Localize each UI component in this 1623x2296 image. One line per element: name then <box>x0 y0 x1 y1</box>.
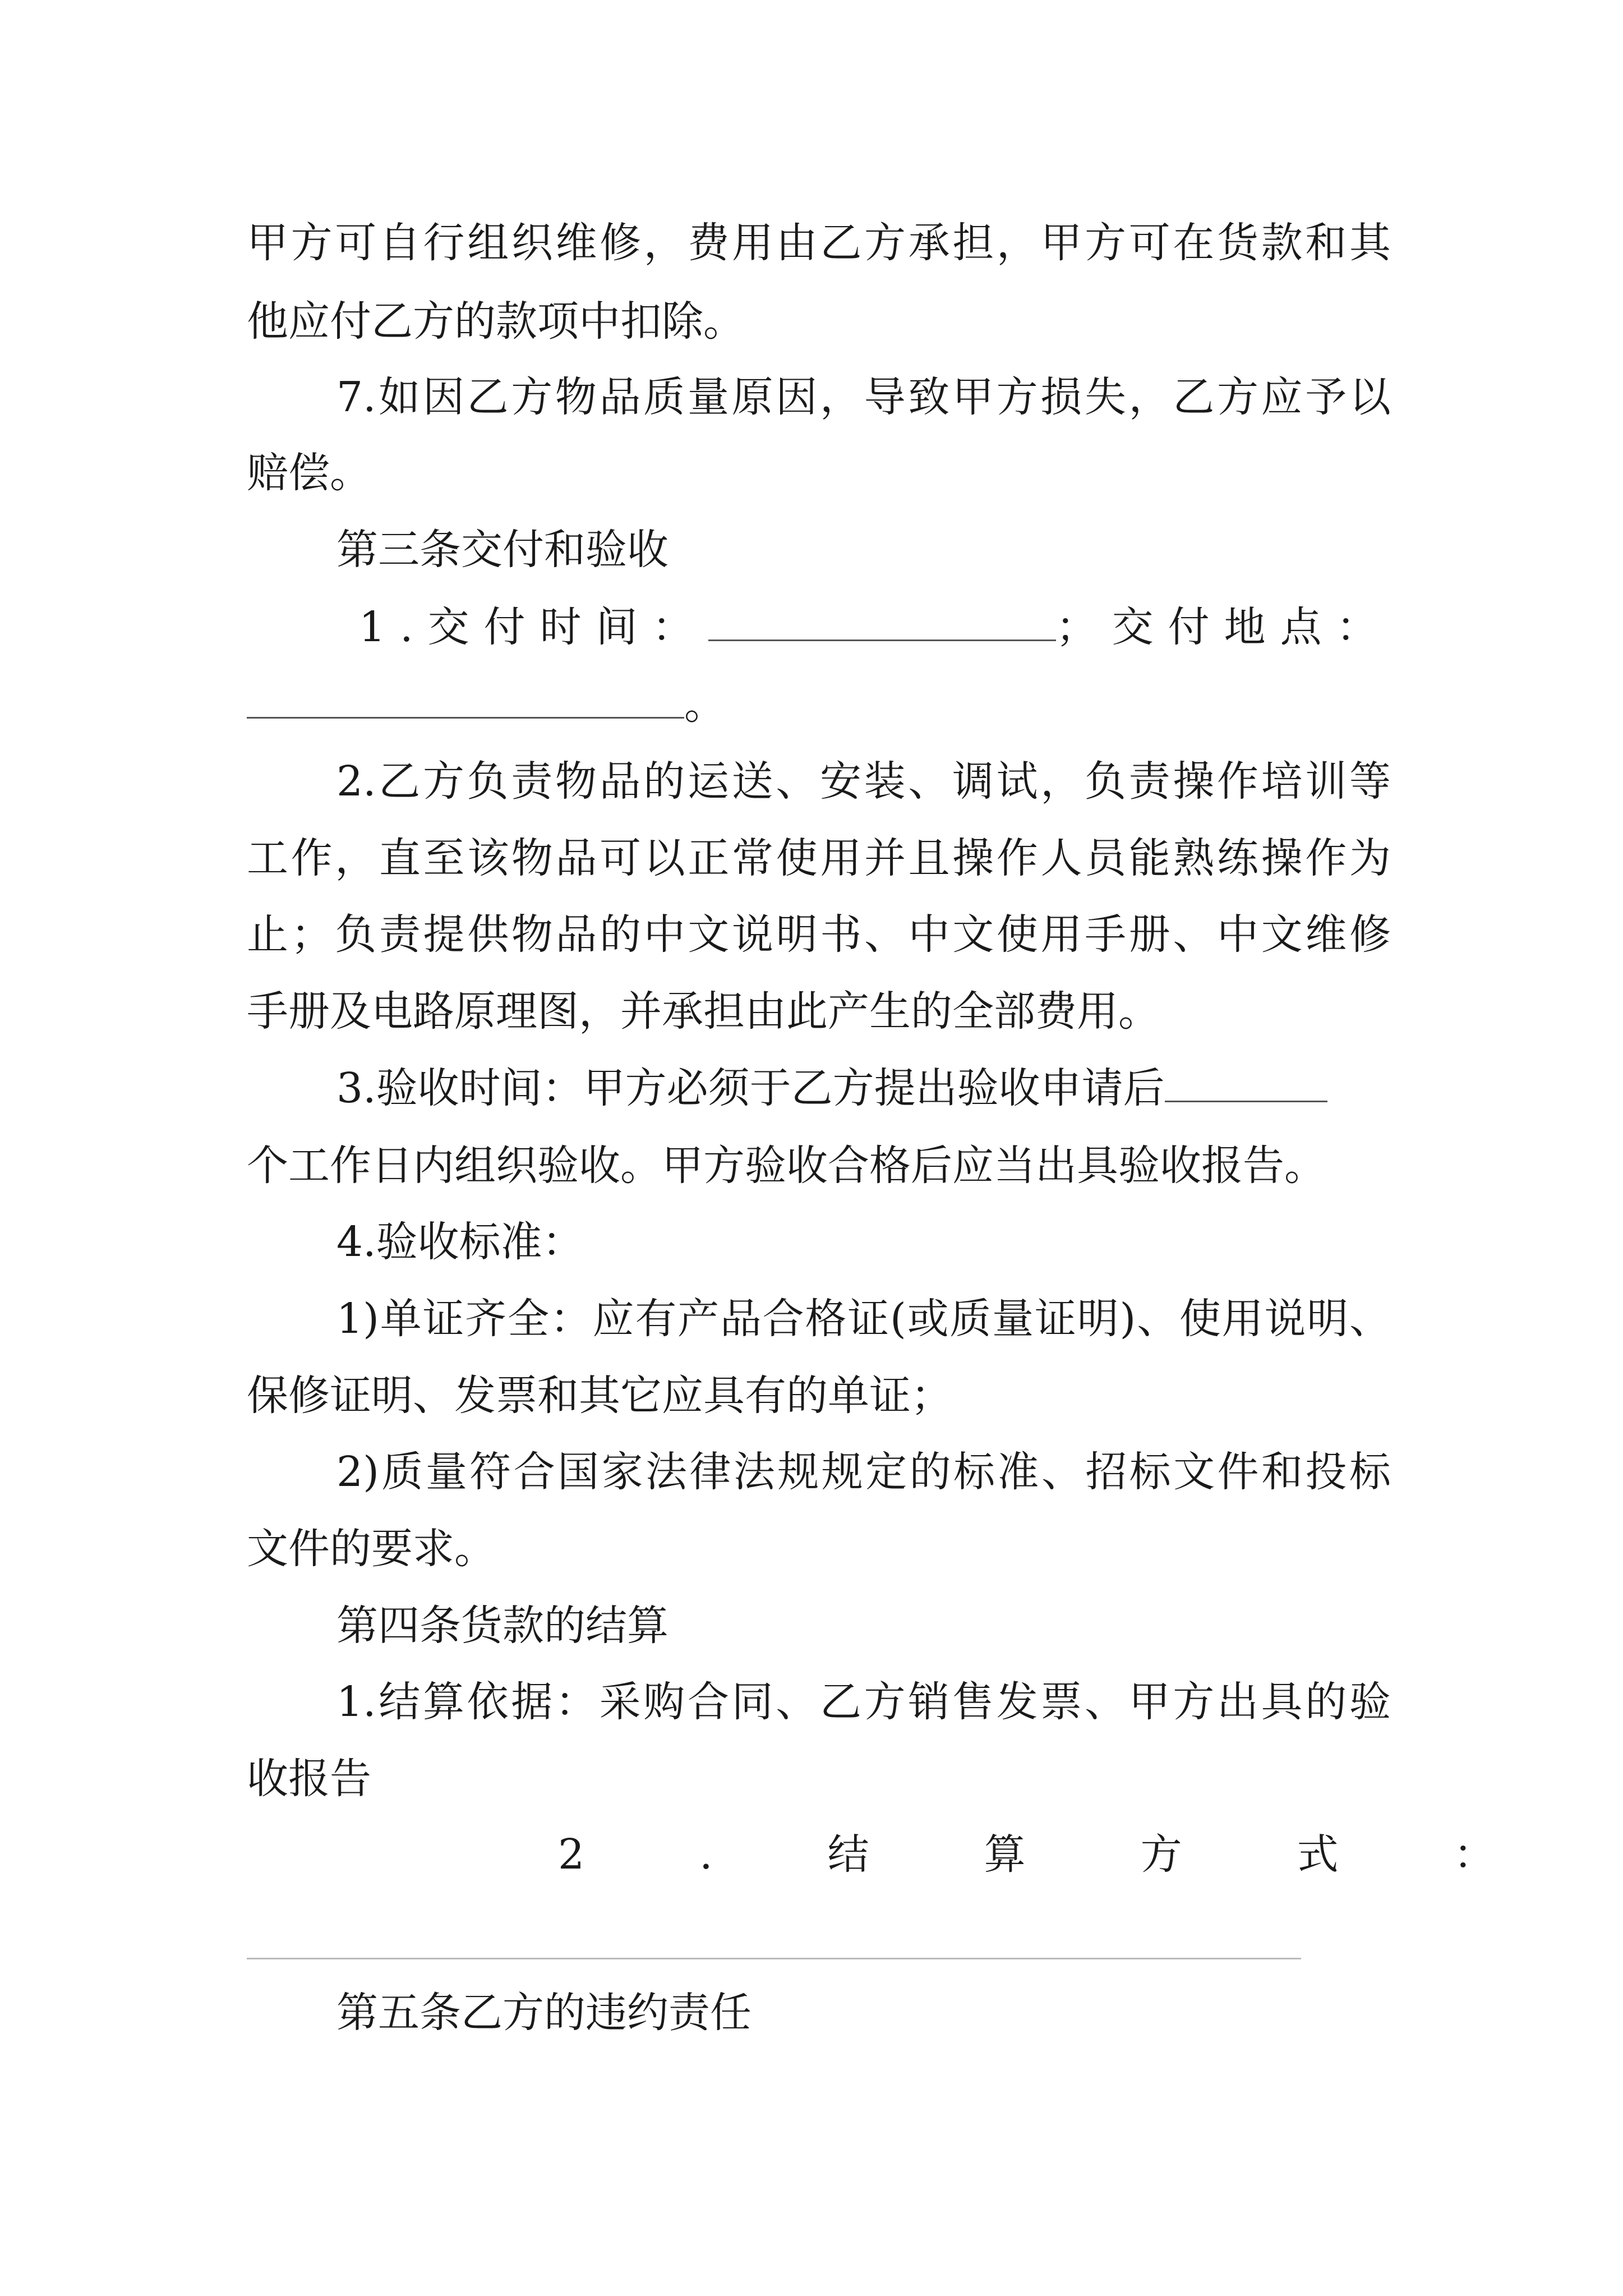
acceptance-days-blank <box>1165 1092 1327 1102</box>
section-heading <box>336 1588 1391 1664</box>
heading-text: 第五条乙方的违约责任 <box>336 1989 751 2037</box>
paragraph-line <box>336 1204 1391 1280</box>
settlement-method-label: 2.结算方式： <box>558 1830 1610 1879</box>
paragraph-line <box>247 1511 1391 1587</box>
delivery-place-blank <box>247 708 684 719</box>
section-heading <box>336 512 1391 588</box>
paragraph-line <box>247 666 1391 743</box>
text-line: 甲方可自行组织维修，费用由乙方承担，甲方可在货款和其 <box>247 219 1391 267</box>
text-line: 。 <box>684 680 726 729</box>
paragraph-line <box>247 283 1391 360</box>
text-line: 1)单证齐全：应有产品合格证(或质量证明)、使用说明、 <box>336 1295 1391 1343</box>
delivery-time-label: 1.交付时间： <box>359 603 708 651</box>
paragraph-line <box>247 205 1391 281</box>
settlement-method-blank <box>247 1958 1301 1959</box>
paragraph-line <box>336 1050 1391 1126</box>
text-line: 赔偿。 <box>247 449 371 497</box>
text-line: 手册及电路原理图，并承担由此产生的全部费用。 <box>247 987 1160 1036</box>
paragraph-line <box>247 1741 1391 1817</box>
delivery-time-blank <box>708 631 1056 641</box>
paragraph-line <box>336 743 1391 820</box>
paragraph-line <box>247 973 1391 1050</box>
paragraph-line <box>247 435 1391 511</box>
text-line: 收报告 <box>247 1755 371 1803</box>
text-line: 工作，直至该物品可以正常使用并且操作人员能熟练操作为 <box>247 834 1391 882</box>
paragraph-line <box>336 1281 1391 1357</box>
text-line: 保修证明、发票和其它应具有的单证； <box>247 1372 952 1420</box>
text-line: 3.验收时间：甲方必须于乙方提出验收申请后 <box>336 1064 1165 1112</box>
paragraph-line <box>558 1816 1610 1893</box>
text-line: 7.如因乙方物品质量原因，导致甲方损失，乙方应予以 <box>336 373 1391 421</box>
text-line: 个工作日内组织验收。甲方验收合格后应当出具验收报告。 <box>247 1142 1326 1190</box>
delivery-place-label: ；交付地点： <box>1055 603 1393 651</box>
paragraph-line <box>247 1128 1391 1204</box>
paragraph-line <box>336 1664 1391 1740</box>
paragraph-line <box>247 896 1391 973</box>
paragraph-line <box>359 589 1391 665</box>
paragraph-line <box>336 359 1391 435</box>
paragraph-line <box>336 1434 1391 1510</box>
section-heading <box>336 1975 1391 2051</box>
paragraph-line <box>247 820 1391 896</box>
paragraph-line <box>247 1358 1391 1434</box>
text-line: 文件的要求。 <box>247 1525 496 1573</box>
heading-text: 第四条货款的结算 <box>336 1602 668 1650</box>
text-line: 他应付乙方的款项中扣除。 <box>247 297 745 346</box>
heading-text: 第三条交付和验收 <box>336 526 668 574</box>
text-line: 1.结算依据：采购合同、乙方销售发票、甲方出具的验 <box>336 1678 1391 1726</box>
text-line: 2.乙方负责物品的运送、安装、调试，负责操作培训等 <box>336 757 1391 806</box>
text-line: 止；负责提供物品的中文说明书、中文使用手册、中文维修 <box>247 910 1391 959</box>
text-line: 4.验收标准： <box>336 1218 584 1266</box>
text-line: 2)质量符合国家法律法规规定的标准、招标文件和投标 <box>336 1448 1391 1496</box>
